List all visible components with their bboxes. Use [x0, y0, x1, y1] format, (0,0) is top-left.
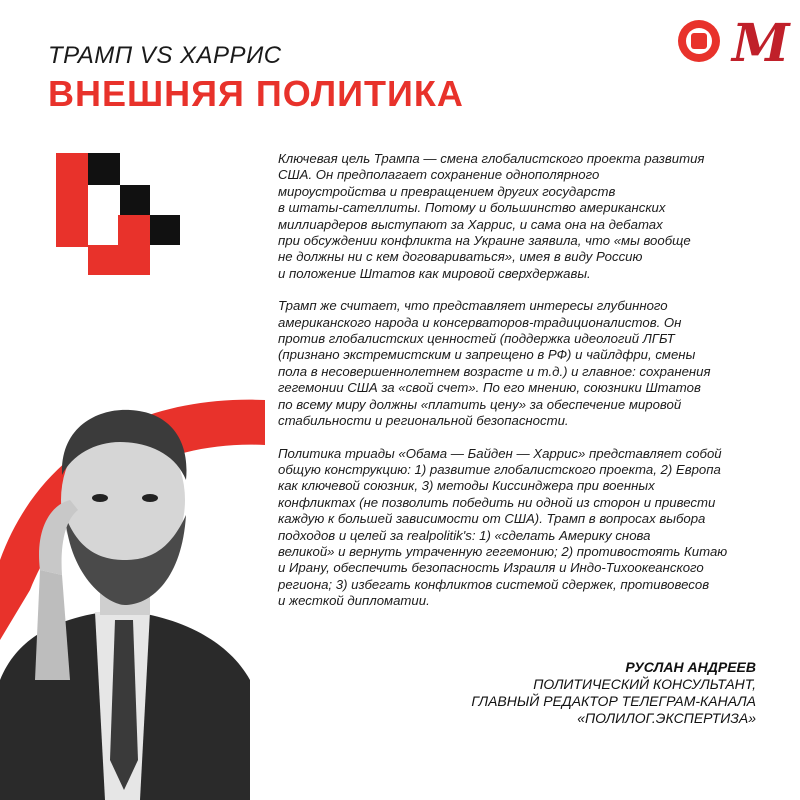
- author-role: ПОЛИТИЧЕСКИЙ КОНСУЛЬТАНТ, ГЛАВНЫЙ РЕДАКТОР ТЕЛЕГРАМ-КАНАЛА «ПОЛИЛОГ.ЭКСПЕРТИЗА»: [471, 676, 756, 726]
- article-paragraph-1: Ключевая цель Трампа — смена глобалистского проекта развития США. Он предполагает сохранение однополярного мироустройства и превращением других государств в штаты-сателлиты. Потому и большинство американских миллиардеров выступают за Харрис, и сама она на дебатах при обсуждении конфликта на Украине заявила, что «мы вообще не должны ни с кем договариваться», имея в виду Россию и положение Штатов как мировой сверхдержавы.: [278, 151, 705, 281]
- author-photo: [0, 380, 250, 800]
- author-block: [471, 658, 756, 727]
- author-name: РУСЛАН АНДРЕЕВ: [625, 659, 756, 675]
- article-body: [278, 151, 778, 626]
- article-paragraph-2: Трамп же считает, что представляет интересы глубинного американского народа и консерваторов-традиционалистов. Он против глобалистских ценностей (поддержка идеологий ЛГБТ (признано экстремистским и запрещено в РФ) и чайлдфри, смены пола в несовершеннолетнем возрасте и т.д.) и главное: сохранения гегемонии США за «свой счет». По его мнению, союзники Штатов по всему миру должны «платить цену» за обеспечение мировой стабильности и региональной безопасности.: [278, 298, 711, 429]
- m-logo-icon: М: [732, 13, 790, 74]
- brand-logo-icon: [678, 20, 720, 62]
- header: [48, 42, 464, 114]
- article-paragraph-3: Политика триады «Обама — Байден — Харрис» представляет собой общую конструкцию: 1) развитие глобалистского проекта, 2) Европа как ключевой союзник, 3) методы Киссинджера при военных конфликтах (не позволить победить ни одной из сторон и привести каждую к большей зависимости от США). Трамп в вопросах выбора подходов и целей за realpolitik's: 1) «сделать Америку снова великой» и вернуть утраченную гегемонию; 2) противостоять Китаю и Ирану, обеспечить безопасность Израиля и Индо-Тихоокеанского региона; 3) избегать конфликтов системой сдержек, противовесов и жесткой дипломатии.: [278, 445, 728, 609]
- header-subtitle: ТРАМП VS ХАРРИС: [48, 42, 282, 69]
- header-title: ВНЕШНЯЯ ПОЛИТИКА: [48, 73, 464, 114]
